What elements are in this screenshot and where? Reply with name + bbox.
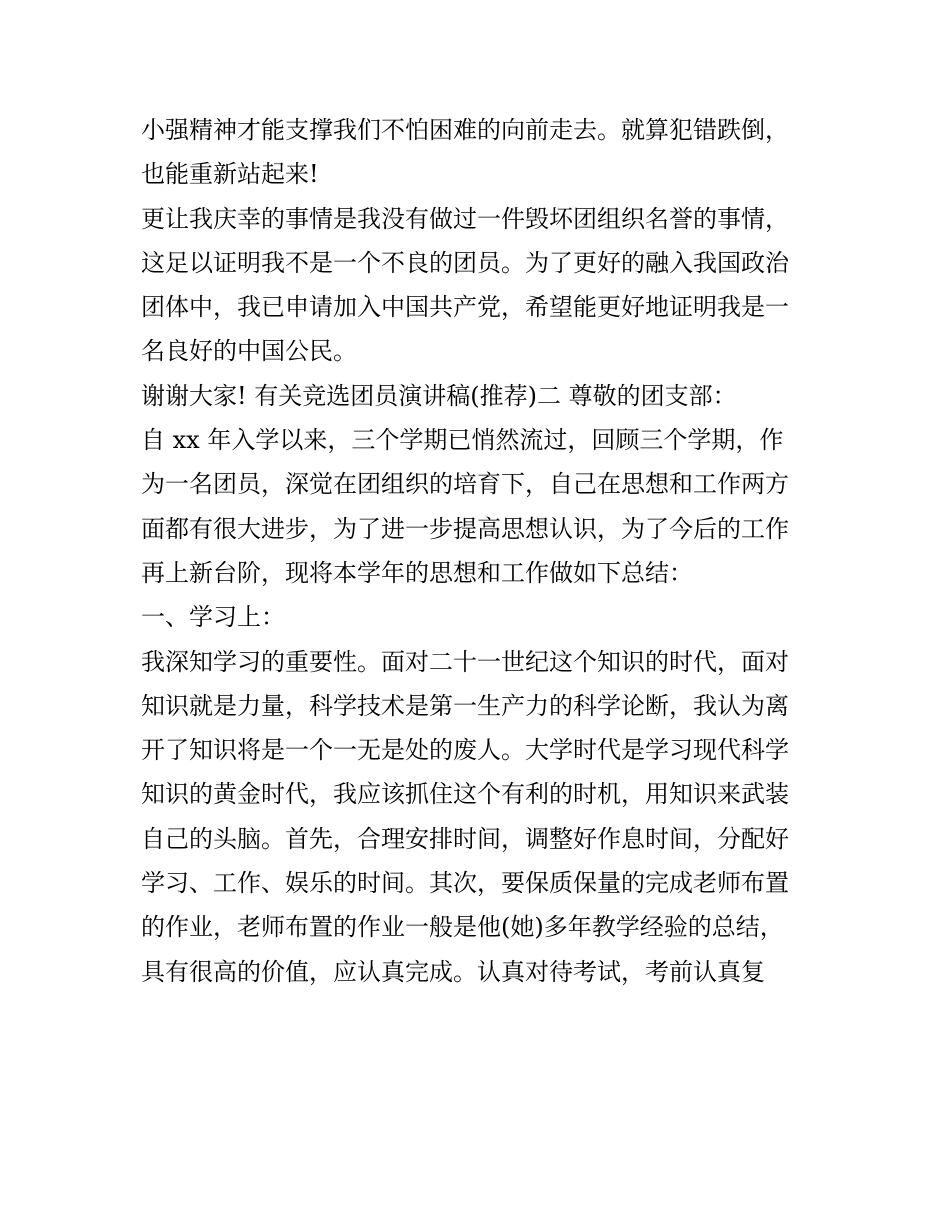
text-line: 也能重新站起来! [141, 160, 319, 189]
text-line: 自己的头脑。首先，合理安排时间，调整好作息时间，分配好 [141, 824, 789, 853]
text-line: 具有很高的价值，应认真完成。认真对待考试，考前认真复 [141, 957, 765, 986]
text-line: 为一名团员，深觉在团组织的培育下，自己在思想和工作两方 [141, 470, 789, 499]
text-line: 的作业，老师布置的作业一般是他(她)多年教学经验的总结， [141, 913, 784, 942]
text-line: 面都有很大进步，为了进一步提高思想认识，为了今后的工作 [141, 514, 789, 543]
text-line: 我深知学习的重要性。面对二十一世纪这个知识的时代，面对 [141, 647, 789, 676]
text-line: 知识就是力量，科学技术是第一生产力的科学论断，我认为离 [141, 691, 789, 720]
text-line: 更让我庆幸的事情是我没有做过一件毁坏团组织名誉的事情， [141, 204, 789, 233]
text-line: 知识的黄金时代，我应该抓住这个有利的时机，用知识来武装 [141, 780, 789, 809]
text-line: 再上新台阶，现将本学年的思想和工作做如下总结： [141, 558, 693, 587]
document-body [141, 108, 831, 994]
text-line: 团体中，我已申请加入中国共产党，希望能更好地证明我是一 [141, 293, 789, 322]
text-line: 开了知识将是一个一无是处的废人。大学时代是学习现代科学 [141, 736, 789, 765]
text-line: 小强精神才能支撑我们不怕困难的向前走去。就算犯错跌倒， [141, 116, 789, 144]
text-line: 学习、工作、娱乐的时间。其次，要保质保量的完成老师布置 [141, 869, 789, 898]
text-line: 自 xx 年入学以来，三个学期已悄然流过，回顾三个学期，作 [141, 426, 784, 455]
text-line: 名良好的中国公民。 [141, 337, 357, 366]
text-line: 这足以证明我不是一个不良的团员。为了更好的融入我国政治 [141, 248, 789, 277]
text-line: 谢谢大家! 有关竞选团员演讲稿(推荐)二 尊敬的团支部： [141, 381, 737, 410]
section-heading: 一、学习上： [141, 603, 285, 632]
